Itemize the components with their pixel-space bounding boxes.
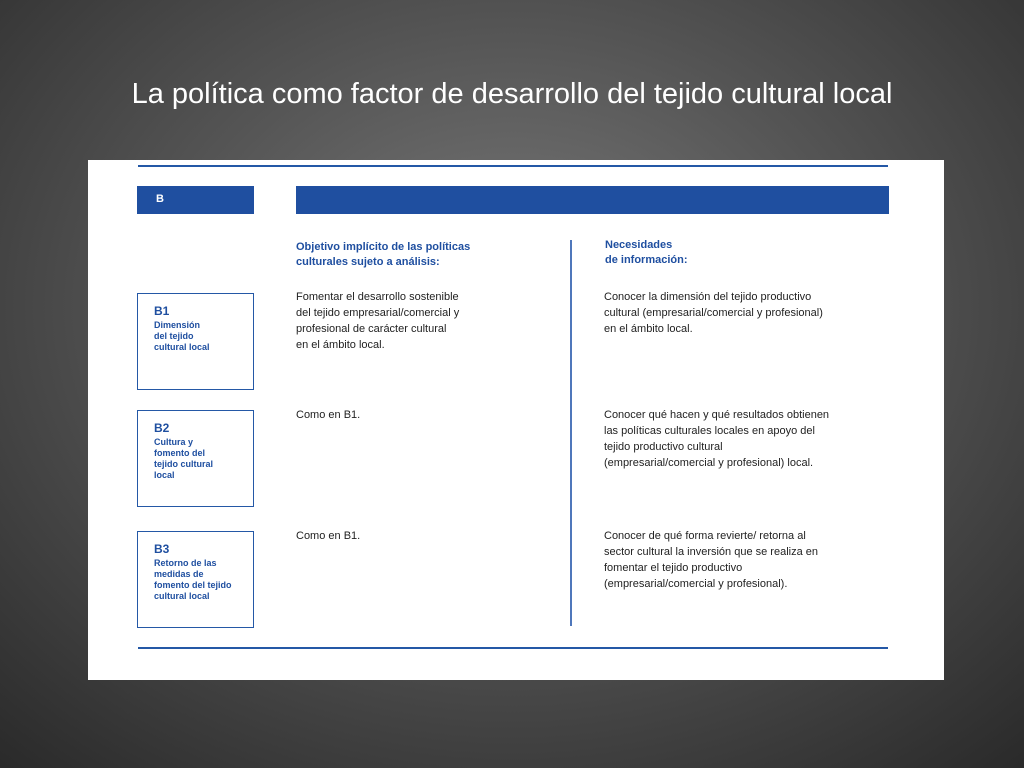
desc-line: fomento del tejido	[154, 580, 232, 590]
desc-line: tejido cultural	[154, 459, 214, 469]
objective-line: Como en B1.	[296, 530, 361, 542]
row-b1-objective	[296, 289, 459, 353]
row-code: B3	[154, 542, 170, 556]
needs-line: (empresarial/comercial y profesional) local.	[604, 457, 814, 469]
objective-line: Como en B1.	[296, 409, 361, 421]
needs-column-heading	[605, 238, 688, 268]
desc-line: Cultura y	[154, 437, 194, 447]
row-b3-needs	[604, 528, 818, 592]
needs-line: tejido productivo cultural	[604, 441, 723, 453]
needs-heading-line: de información:	[605, 254, 688, 266]
row-description	[154, 437, 244, 481]
needs-line: (empresarial/comercial y profesional).	[604, 578, 788, 590]
desc-line: medidas de	[154, 569, 204, 579]
section-header-bar	[296, 186, 889, 214]
objective-line: del tejido empresarial/comercial y	[296, 307, 460, 319]
row-description	[154, 320, 244, 353]
bottom-rule	[138, 647, 888, 649]
objective-line: Fomentar el desarrollo sostenible	[296, 291, 459, 303]
column-divider	[570, 240, 572, 626]
desc-line: Dimensión	[154, 320, 201, 330]
objective-line: en el ámbito local.	[296, 339, 385, 351]
section-label: B	[156, 193, 164, 205]
slide-title: La política como factor de desarrollo del tejido cultural local	[131, 78, 893, 110]
needs-line: en el ámbito local.	[604, 323, 693, 335]
objective-column-heading	[296, 240, 470, 270]
desc-line: cultural local	[154, 342, 210, 352]
needs-line: Conocer la dimensión del tejido productivo	[604, 291, 812, 303]
desc-line: fomento del	[154, 448, 205, 458]
needs-line: las políticas culturales locales en apoyo del	[604, 425, 815, 437]
row-description	[154, 558, 244, 602]
top-rule	[138, 165, 888, 167]
desc-line: cultural local	[154, 591, 210, 601]
row-b2-needs	[604, 407, 829, 471]
row-code: B1	[154, 304, 170, 318]
objective-line: profesional de carácter cultural	[296, 323, 447, 335]
needs-line: Conocer de qué forma revierte/ retorna al	[604, 530, 806, 542]
needs-heading-line: Necesidades	[605, 239, 673, 251]
desc-line: local	[154, 470, 175, 480]
code-box-b3	[137, 531, 254, 628]
code-box-b2	[137, 410, 254, 507]
table-image-panel	[88, 160, 944, 680]
objective-heading-line: Objetivo implícito de las políticas	[296, 241, 471, 253]
row-b2-objective	[296, 407, 360, 423]
row-b3-objective	[296, 528, 360, 544]
objective-heading-line: culturales sujeto a análisis:	[296, 256, 440, 268]
needs-line: sector cultural la inversión que se realiza en	[604, 546, 819, 558]
needs-line: Conocer qué hacen y qué resultados obtienen	[604, 409, 830, 421]
desc-line: del tejido	[154, 331, 194, 341]
row-code: B2	[154, 421, 170, 435]
desc-line: Retorno de las	[154, 558, 217, 568]
section-header-b	[137, 186, 254, 214]
needs-line: cultural (empresarial/comercial y profesional)	[604, 307, 823, 319]
needs-line: fomentar el tejido productivo	[604, 562, 743, 574]
row-b1-needs	[604, 289, 823, 337]
code-box-b1	[137, 293, 254, 390]
